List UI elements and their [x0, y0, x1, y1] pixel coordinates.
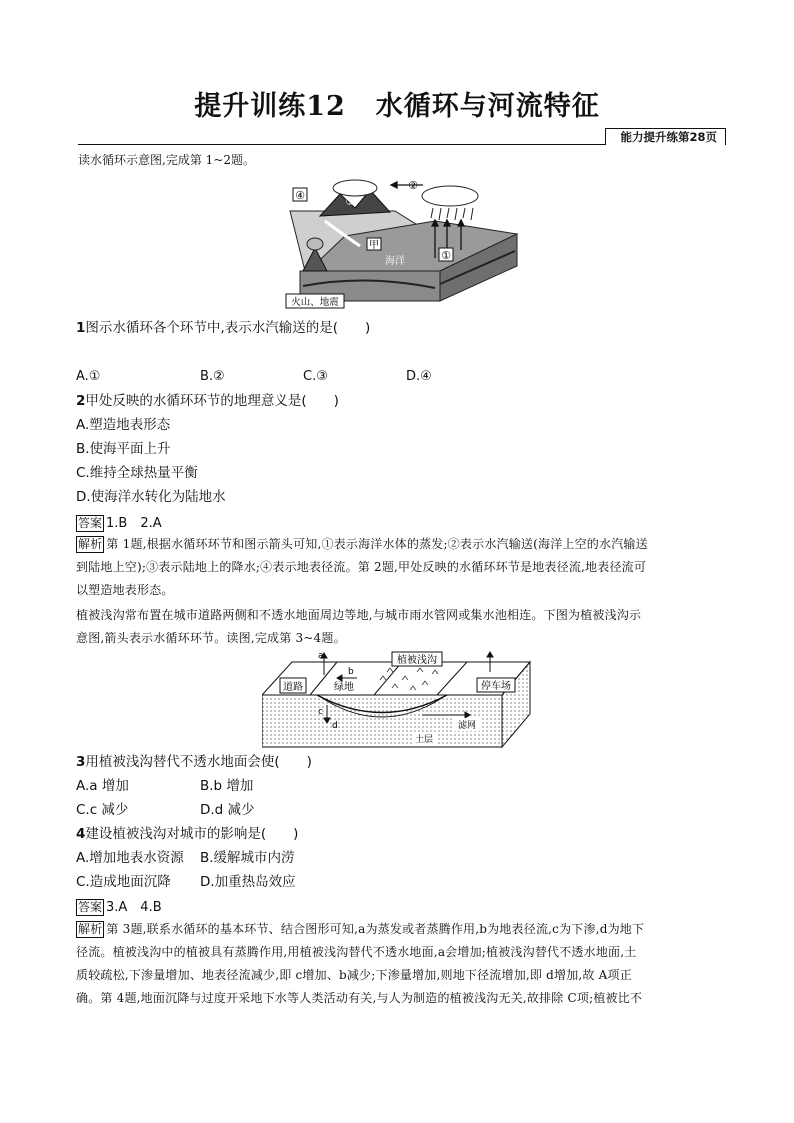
label-c: c — [318, 707, 323, 717]
section2-intro: 植被浅沟常布置在城市道路两侧和不透水地面周边等地,与城市雨水管网或集水池相连。下图为植被浅沟示 意图,箭头表示水循环环节。读图,完成第 3~4题。 — [76, 608, 642, 645]
q1-option-a[interactable]: A.① — [76, 369, 101, 384]
section1-intro: 读水循环示意图,完成第 1~2题。 — [78, 153, 255, 167]
label-n3: ③ — [345, 197, 355, 208]
q4-option-d[interactable]: D.加重热岛效应 — [200, 874, 296, 890]
q2-option-d[interactable]: D.使海洋水转化为陆地水 — [76, 489, 226, 505]
analysis-tag: 解析 — [78, 922, 103, 936]
answer-1: 答案 1.B 2.A — [78, 516, 162, 531]
label-b: b — [348, 667, 354, 677]
label-green: 绿地 — [334, 682, 354, 693]
label-road: 道路 — [283, 682, 303, 693]
q1-option-c[interactable]: C.③ — [303, 369, 328, 384]
answer-tag: 答案 — [78, 900, 103, 914]
question-4-stem: 4建设植被浅沟对城市的影响是( ) — [76, 826, 299, 842]
analysis-1: 解析 第 1题,根据水循环环节和图示箭头可知,①表示海洋水体的蒸发;②表示水汽输送(海洋上空的水汽输送 到陆地上空);③表示陆地上的降水;④表示地表径流。第 2题,甲处反映的水循环环节是地表径流,地表径流可 以塑造地表形态。 — [76, 537, 648, 597]
q4-option-c[interactable]: C.造成地面沉降 — [76, 874, 171, 890]
q2-option-c[interactable]: C.维持全球热量平衡 — [76, 465, 198, 481]
vegetated-swale-figure — [262, 650, 532, 750]
q1-option-d[interactable]: D.④ — [406, 369, 432, 384]
practice-page-tag: 能力提升练第28页 — [605, 128, 726, 145]
question-3-stem: 3用植被浅沟替代不透水地面会使( ) — [76, 754, 312, 770]
question-2-stem: 2甲处反映的水循环环节的地理意义是( ) — [76, 393, 339, 409]
label-d: d — [332, 721, 338, 731]
label-n4: ④ — [295, 189, 305, 202]
label-n1: ① — [441, 249, 451, 262]
title-sub: 水循环与河流特征 — [375, 91, 600, 122]
label-soil: 土层 — [414, 735, 434, 745]
label-net: 滤网 — [457, 721, 477, 731]
q3-option-b[interactable]: B.b 增加 — [200, 778, 254, 794]
label-volcano: 火山、地震 — [291, 297, 339, 308]
q4-option-a[interactable]: A.增加地表水资源 — [76, 850, 184, 866]
section-ribbon — [78, 128, 726, 145]
label-ocean: 海洋 — [385, 256, 405, 267]
q1-option-b[interactable]: B.② — [200, 369, 225, 384]
label-jia: 甲 — [369, 240, 379, 251]
q3-option-c[interactable]: C.c 减少 — [76, 802, 129, 818]
title-main: 提升训练12 — [194, 91, 346, 122]
water-cycle-figure — [285, 176, 520, 311]
q2-option-b[interactable]: B.使海平面上升 — [76, 441, 171, 457]
answer-2: 答案 3.A 4.B — [78, 900, 162, 915]
question-1-stem: 1图示水循环各个环节中,表示水汽输送的是( ) — [76, 320, 371, 336]
analysis-tag: 解析 — [78, 537, 103, 551]
analysis-2: 解析 第 3题,联系水循环的基本环节、结合图形可知,a为蒸发或者蒸腾作用,b为地表径流,c为下渗,d为地下 径流。植被浅沟中的植被具有蒸腾作用,用植被浅沟替代不透水地面,a会增加;植被浅沟替代不透水地面,土 质较疏松,下渗量增加、地表径流减少,即 c增加、b减少;下渗量增加,则地下径流增加,即 d增加,故 A项正 确。第 4题,地面沉降与过度开采地下水等人类活动有关,与人为制造的植被浅沟无关,故排除 C项;植被比不 — [76, 922, 645, 1005]
answer-tag: 答案 — [78, 516, 103, 530]
q3-option-d[interactable]: D.d 减少 — [200, 802, 255, 818]
page-title — [0, 84, 794, 123]
label-a: a — [318, 651, 324, 661]
q2-option-a[interactable]: A.塑造地表形态 — [76, 417, 171, 433]
label-n2: ② — [408, 179, 418, 192]
q3-option-a[interactable]: A.a 增加 — [76, 778, 129, 794]
label-parking: 停车场 — [481, 681, 511, 692]
q4-option-b[interactable]: B.缓解城市内涝 — [200, 850, 295, 866]
label-ditch: 植被浅沟 — [397, 655, 437, 666]
